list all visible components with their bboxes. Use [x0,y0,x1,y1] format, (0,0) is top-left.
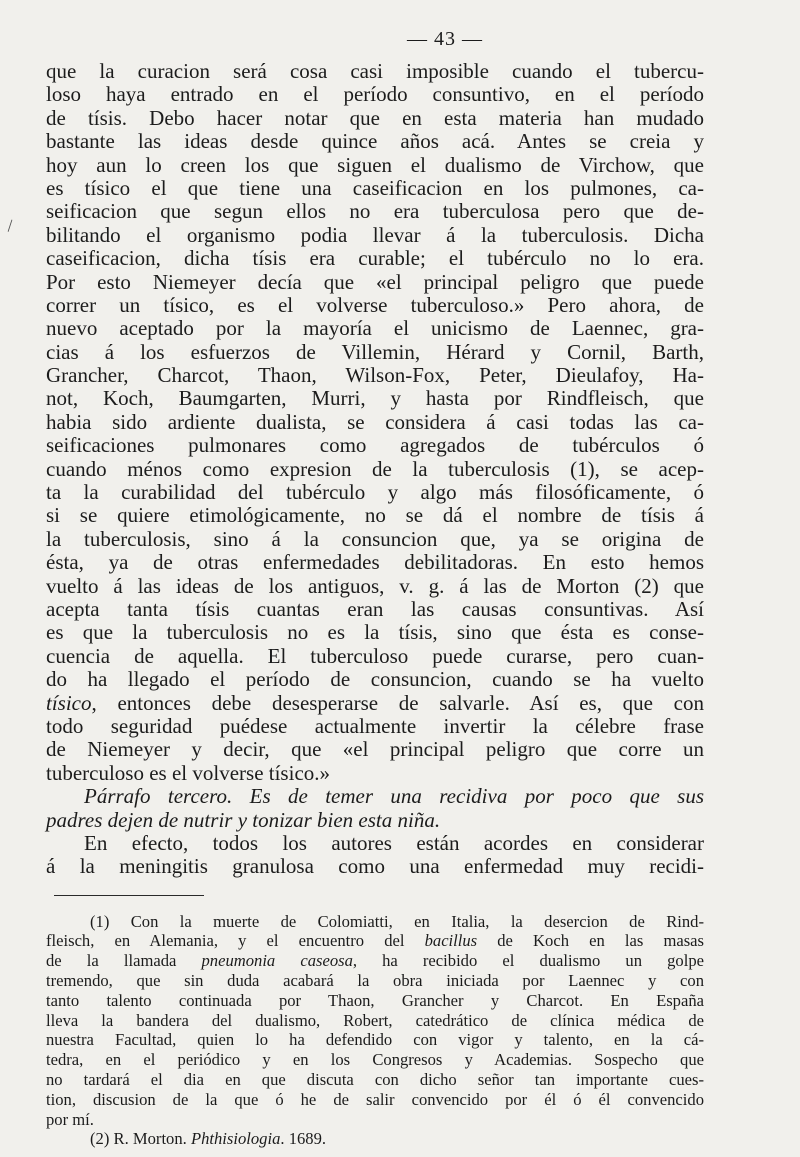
text-line: de tísis. Debo hacer notar que en esta materia han mudado [46,105,704,130]
text-line: acepta tanta tísis cuantas eran las causas consuntivas. Así [46,596,704,621]
italic-term: Phthisiologia [190,1129,281,1149]
main-text [46,60,704,879]
text-line: ta la curabilidad del tubérculo y algo más filosóficamente, ó [46,480,704,505]
text-line: es que la tuberculosis no es la tísis, sino que ésta es conse- [46,620,704,645]
footnotes [46,912,704,1150]
footnote-line: lleva la bandera del dualismo, Robert, catedrático de clínica médica de [46,1010,704,1030]
footnote-line: tremendo, que sin duda acabará la obra iniciada por Laennec y con [46,971,704,991]
text-line: En efecto, todos los autores están acordes en considerar [84,830,704,855]
text-line: es tísico el que tiene una caseificacion en los pulmones, ca- [46,175,704,200]
footnote-divider [54,895,204,896]
text-line: do ha llegado el período de consuncion, cuando se ha vuelto [46,667,704,692]
text-line: Por esto Niemeyer decía que «el principal peligro que puede [46,269,704,294]
text-line: habia sido ardiente dualista, se considera á casi todas las ca- [46,409,704,434]
text-line: de Niemeyer y decir, que «el principal peligro que corre un [46,737,704,762]
text-line: nuevo aceptado por la mayoría el unicismo de Laennec, gra- [46,316,704,341]
text-line: caseificacion, dicha tísis era curable; el tubérculo no lo era. [46,246,704,271]
section-heading: Párrafo tercero. [84,784,233,809]
text-line: vuelto á las ideas de los antiguos, v. g. á las de Morton (2) que [46,573,704,598]
text-line: seificacion que segun ellos no era tuberculosa pero que de- [46,199,704,224]
footnote-line: por mí. [46,1109,94,1129]
text-line: cuando ménos como expresion de la tuberculosis (1), se acep- [46,456,704,481]
footnote-line: tion, discusion de la que ó he de salir convencido por él ó él convencido [46,1089,704,1109]
text-line: loso haya entrado en el período consuntivo, en el período [46,82,704,107]
text-line: todo seguridad puédese actualmente invertir la célebre frase [46,713,704,738]
text-line [46,809,704,832]
italic-term: bacillus [424,931,478,951]
footnote-line: (2) R. Morton. Phthisiologia. 1689. [90,1129,327,1149]
italic-word: tísico [46,690,92,715]
footnote-line: de la llamada pneumonia caseosa, ha recibido el dualismo un golpe [46,951,704,971]
text-line: á la meningitis granulosa como una enfermedad muy recidi- [46,854,704,879]
italic-term: pneumonia caseosa [201,951,353,971]
italic-phrase: padres dejen de nutrir y tonizar bien esta niña. [46,807,441,832]
footnote-line: (1) Con la muerte de Colomiatti, en Italia, la desercion de Rind- [90,911,704,931]
text-line: si se quiere etimológicamente, no se dá el nombre de tísis á [46,503,704,528]
italic-phrase: Es de temer una recidiva por poco que sus [249,784,705,809]
footnote-line: tedra, en el periódico y en los Congresos y Academias. Sospecho que [46,1050,704,1070]
text-line: tuberculoso es el volverse tísico.» [46,760,331,785]
text-line: cias á los esfuerzos de Villemin, Hérard y Cornil, Barth, [46,339,704,364]
footnote-line: fleisch, en Alemania, y el encuentro del bacillus de Koch en las masas [46,931,704,951]
text-line: seificaciones pulmonares como agregados de tubérculos ó [46,433,704,458]
text-line: la tuberculosis, sino á la consuncion que, ya se origina de [46,526,704,551]
footnote-line: nuestra Facultad, quien lo ha defendido con vigor y talento, en la cá- [46,1030,704,1050]
text-line: not, Koch, Baumgarten, Murri, y hasta por Rindfleisch, que [46,386,704,411]
text-line: ésta, ya de otras enfermedades debilitadoras. En esto hemos [46,550,704,575]
section-heading-line [46,785,704,808]
text-line: bastante las ideas desde quince años acá. Antes se creia y [46,129,704,154]
footnote-line: no tardará el dia en que discuta con dicho señor tan importante cues- [46,1070,704,1090]
text-line: cuencia de aquella. El tuberculoso puede curarse, pero cuan- [46,643,704,668]
stray-ink-mark: ǀ [5,215,15,237]
text-line: correr un tísico, es el volverse tuberculoso.» Pero ahora, de [46,292,704,317]
text-line: tísico, entonces debe desesperarse de salvarle. Así es, que con [46,690,704,715]
text-line: que la curacion será cosa casi imposible cuando el tubercu- [46,59,704,83]
footnote-line: tanto talento continuada por Thaon, Grancher y Charcot. En España [46,990,704,1010]
page-number: — 43 — [407,28,483,50]
text-line: Grancher, Charcot, Thaon, Wilson-Fox, Peter, Dieulafoy, Ha- [46,363,704,388]
text-line: bilitando el organismo podia llevar á la tuberculosis. Dicha [46,222,704,247]
text-line: hoy aun lo creen los que siguen el dualismo de Virchow, que [46,152,704,177]
